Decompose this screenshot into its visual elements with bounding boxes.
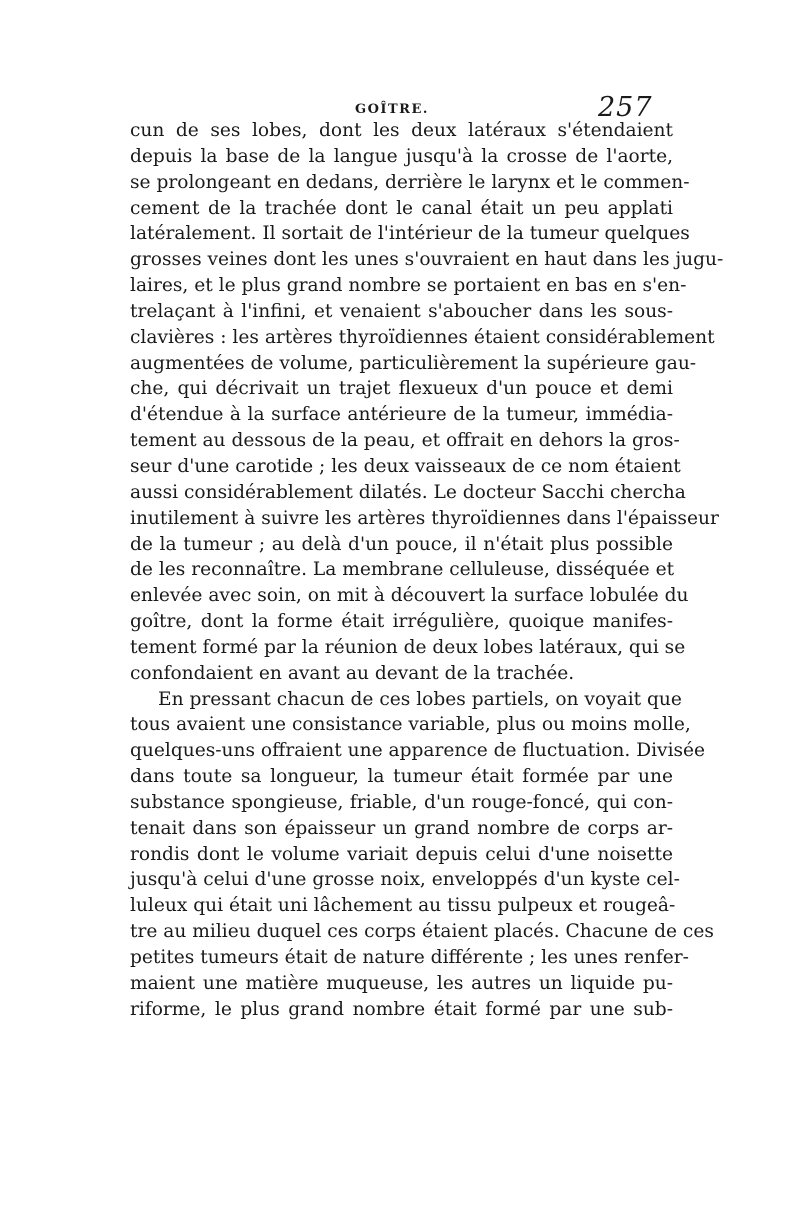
text-line: trelaçant à l'infini, et venaient s'aboucher dans les sous- — [130, 300, 673, 322]
text-line: tous avaient une consistance variable, plus ou moins molle, — [130, 714, 691, 736]
text-line: de les reconnaître. La membrane celluleuse, disséquée et — [130, 559, 675, 581]
text-line: riforme, le plus grand nombre était formé par une sub- — [130, 998, 673, 1020]
text-line: latéralement. Il sortait de l'intérieur de la tumeur quelques — [130, 223, 690, 245]
text-line: tenait dans son épaisseur un grand nombre de corps ar- — [130, 817, 673, 839]
text-line: clavières : les artères thyroïdiennes étaient considérablement — [130, 326, 715, 348]
text-line: depuis la base de la langue jusqu'à la crosse de l'aorte, — [130, 145, 673, 167]
page-number: 257 — [598, 92, 653, 123]
text-line: rondis dont le volume variait depuis celui d'une noisette — [130, 843, 673, 865]
text-line: che, qui décrivait un trajet flexueux d'un pouce et demi — [130, 378, 673, 400]
text-line: d'étendue à la surface antérieure de la tumeur, immédia- — [130, 404, 673, 426]
text-line: de la tumeur ; au delà d'un pouce, il n'était plus possible — [130, 533, 673, 555]
text-line: confondaient en avant au devant de la trachée. — [130, 662, 575, 684]
body-text — [130, 118, 724, 1023]
paragraph-1 — [130, 118, 724, 687]
running-title: GOÎTRE. — [355, 102, 429, 117]
text-line: maient une matière muqueuse, les autres un liquide pu- — [130, 972, 673, 994]
text-line: se prolongeant en dedans, derrière le larynx et le commen- — [130, 171, 690, 193]
text-line: enlevée avec soin, on mit à découvert la surface lobulée du — [130, 585, 689, 607]
text-line: dans toute sa longueur, la tumeur était formée par une — [130, 766, 673, 788]
paragraph-2 — [130, 687, 714, 1023]
text-line: goître, dont la forme était irrégulière, quoique manifes- — [130, 611, 673, 633]
text-line: seur d'une carotide ; les deux vaisseaux de ce nom étaient — [130, 455, 681, 477]
text-line: aussi considérablement dilatés. Le docteur Sacchi chercha — [130, 481, 686, 503]
text-line: tement formé par la réunion de deux lobes latéraux, qui se — [130, 636, 686, 658]
text-line: cun de ses lobes, dont les deux latéraux s'étendaient — [130, 120, 673, 141]
text-line: luleux qui était uni lâchement au tissu pulpeux et rougeâ- — [130, 895, 676, 917]
text-line: inutilement à suivre les artères thyroïdiennes dans l'épaisseur — [130, 507, 719, 529]
text-line: En pressant chacun de ces lobes partiels, on voyait que — [158, 688, 682, 710]
text-line: cement de la trachée dont le canal était un peu applati — [130, 197, 673, 219]
text-line: petites tumeurs était de nature différente ; les unes renfer- — [130, 947, 689, 968]
text-line: quelques-uns offraient une apparence de fluctuation. Divisée — [130, 740, 706, 762]
text-line: substance spongieuse, friable, d'un rouge-foncé, qui con- — [130, 791, 673, 813]
text-line: tement au dessous de la peau, et offrait en dehors la gros- — [130, 430, 680, 452]
text-line: grosses veines dont les unes s'ouvraient en haut dans les jugu- — [130, 249, 724, 271]
text-line: tre au milieu duquel ces corps étaient placés. Chacune de ces — [130, 921, 714, 943]
text-line: augmentées de volume, particulièrement la supérieure gau- — [130, 352, 697, 374]
text-line: jusqu'à celui d'une grosse noix, enveloppés d'un kyste cel- — [130, 869, 680, 891]
text-line: laires, et le plus grand nombre se portaient en bas en s'en- — [130, 275, 687, 297]
